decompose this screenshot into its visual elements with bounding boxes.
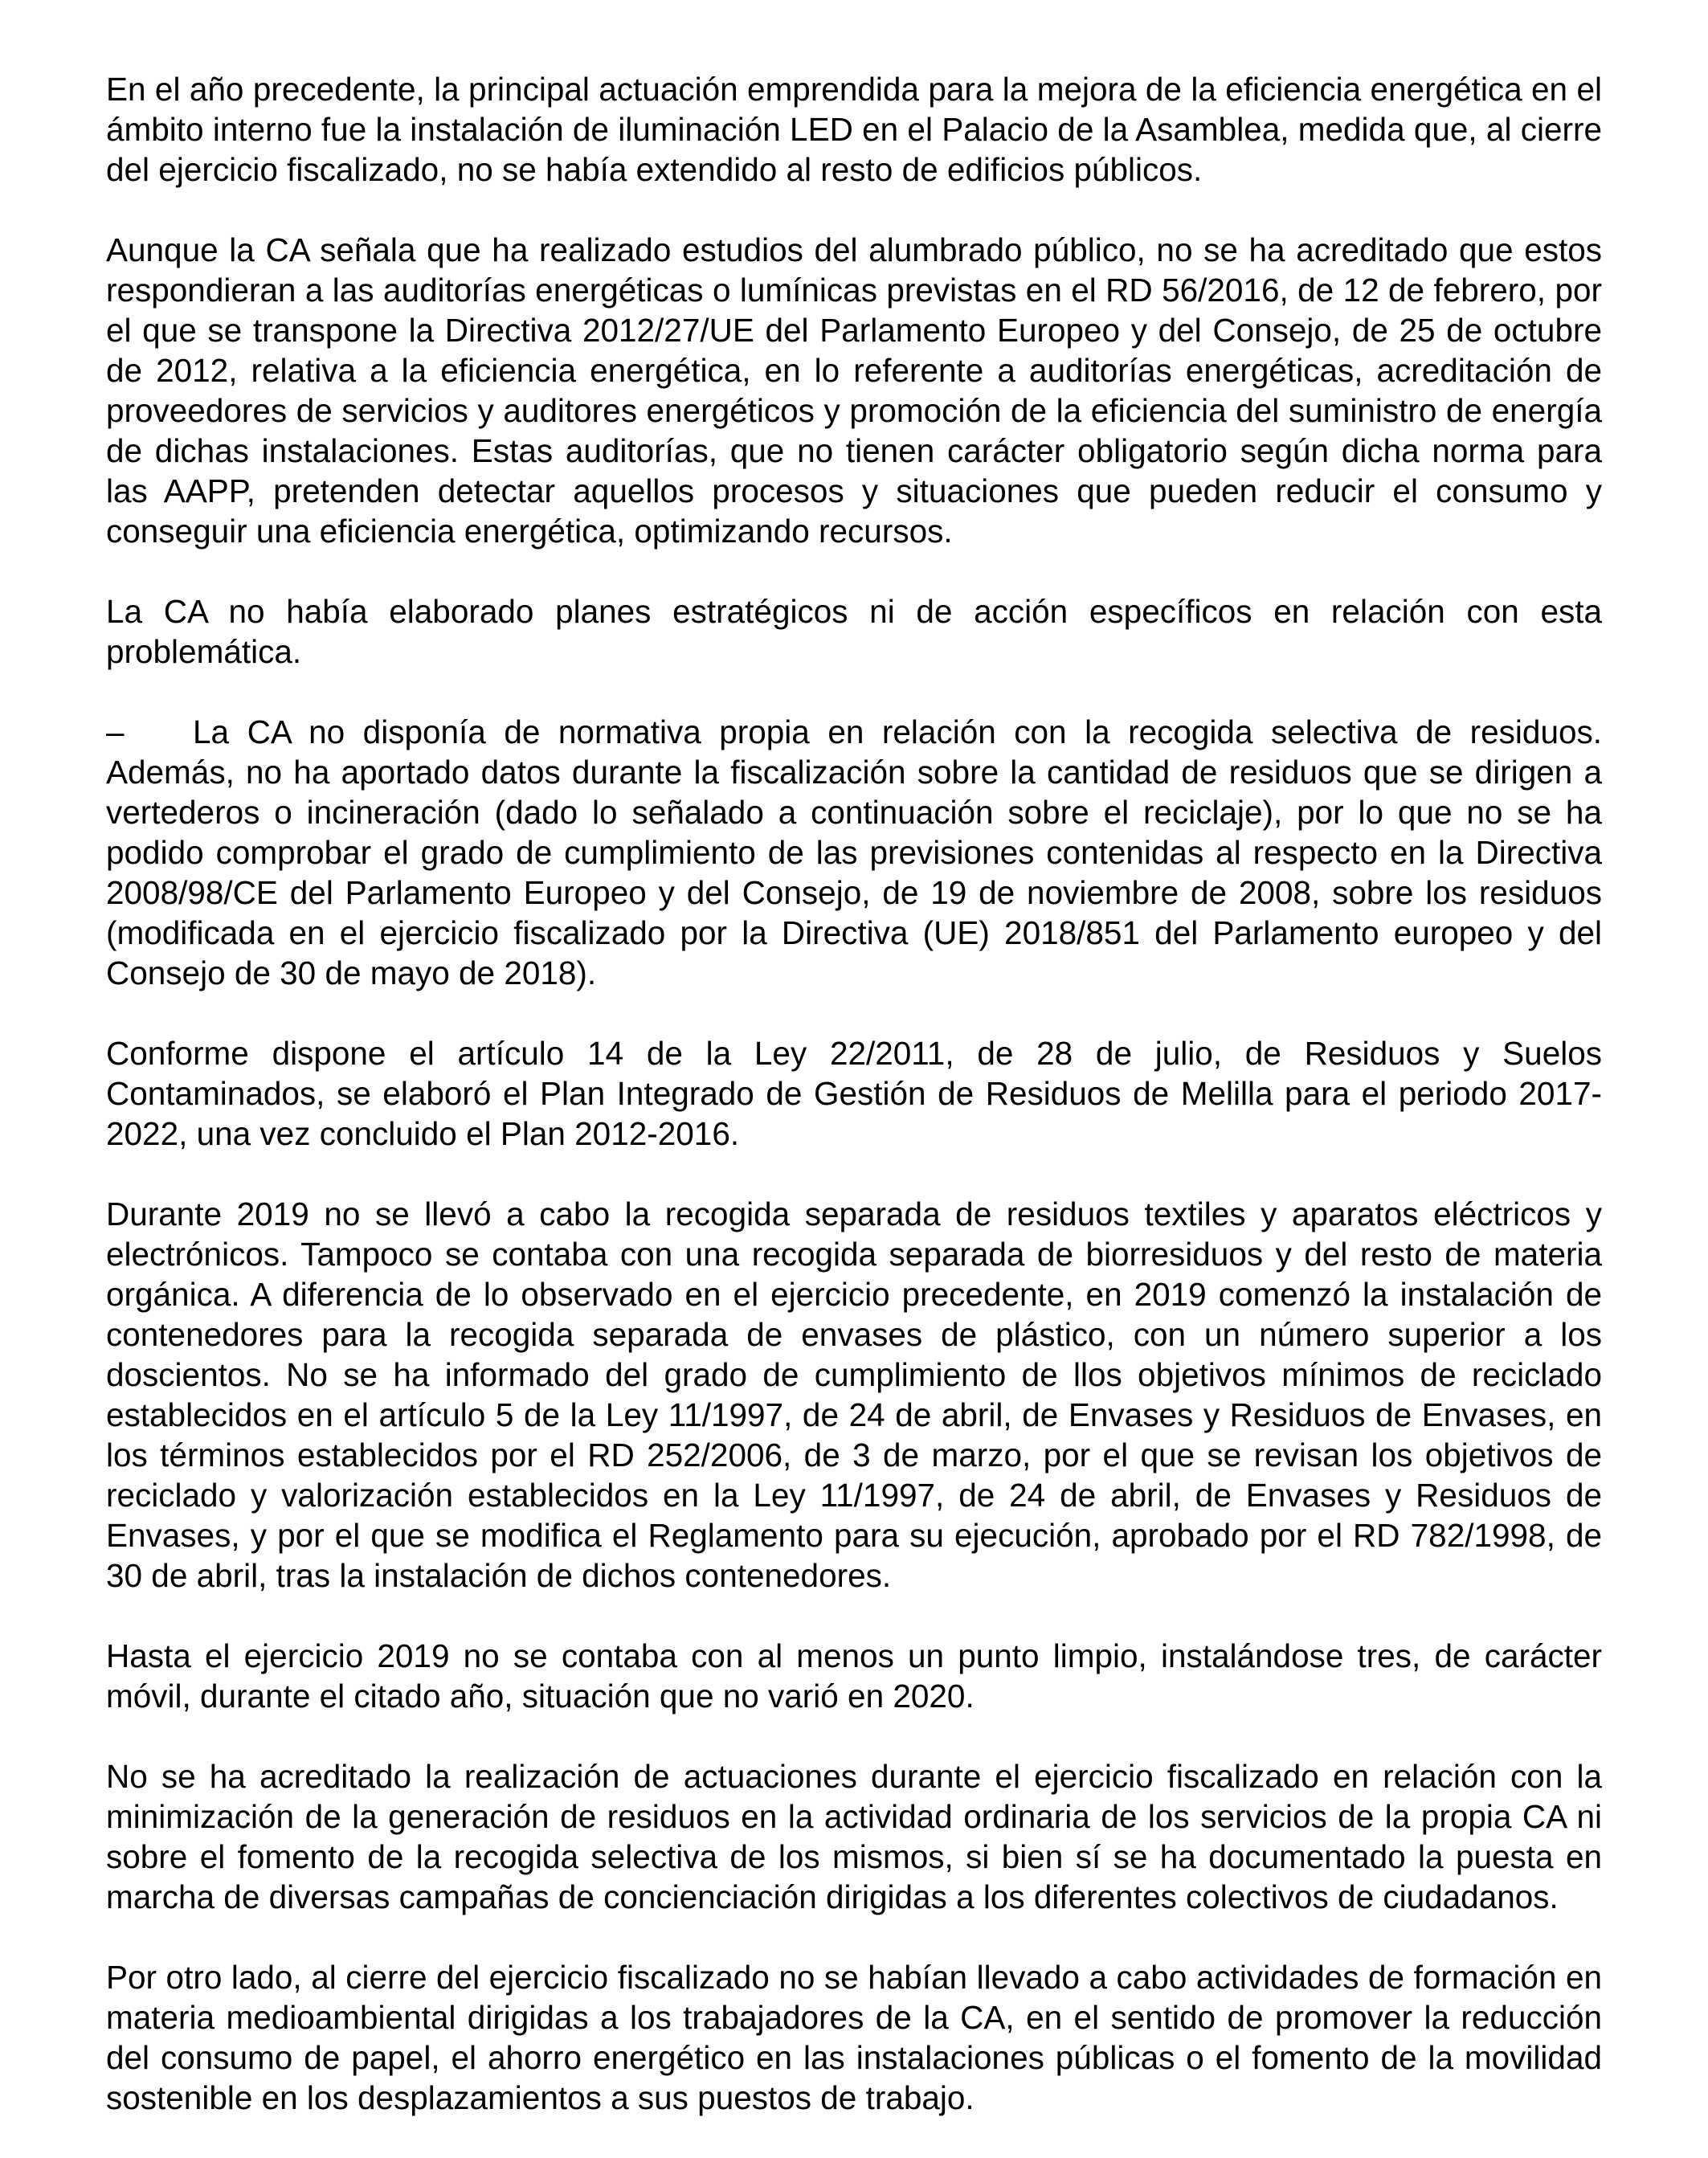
document-page: [106, 69, 1602, 2118]
bullet-text: La CA no disponía de normativa propia en relación con la recogida selectiva de residuos. Además, no ha aportado datos durante la fiscalización sobre la cantidad de residuos que se dirigen a vertederos o incineración (dado lo señalado a continuación sobre el reciclaje), por lo que no se ha podido comprobar el grado de cumplimiento de las previsiones contenidas al respecto en la Directiva 2008/98/CE del Parlamento Europeo y del Consejo, de 19 de noviembre de 2008, sobre los residuos (modificada en el ejercicio fiscalizado por la Directiva (UE) 2018/851 del Parlamento europeo y del Consejo de 30 de mayo de 2018).: [106, 713, 1602, 991]
paragraph-environmental-training: Por otro lado, al cierre del ejercicio fiscalizado no se habían llevado a cabo actividades de formación en materia medioambiental dirigidas a los trabajadores de la CA, en el sentido de promover la reducción del consumo de papel, el ahorro energético en las instalaciones públicas o el fomento de la movilidad sostenible en los desplazamientos a sus puestos de trabajo.: [106, 1959, 1602, 2116]
paragraph-energy-audits: Aunque la CA señala que ha realizado estudios del alumbrado público, no se ha acreditado que estos respondieran a las auditorías energéticas o lumínicas previstas en el RD 56/2016, de 12 de febrero, por el que se transpone la Directiva 2012/27/UE del Parlamento Europeo y del Consejo, de 25 de octubre de 2012, relativa a la eficiencia energética, en lo referente a auditorías energéticas, acreditación de proveedores de servicios y auditores energéticos y promoción de la eficiencia del suministro de energía de dichas instalaciones. Estas auditorías, que no tienen carácter obligatorio según dicha norma para las AAPP, pretenden detectar aquellos procesos y situaciones que pueden reducir el consumo y conseguir una eficiencia energética, optimizando recursos.: [106, 231, 1602, 550]
paragraph-led-lighting: En el año precedente, la principal actuación emprendida para la mejora de la eficiencia energética en el ámbito interno fue la instalación de iluminación LED en el Palacio de la Asamblea, medida que, al cierre del ejercicio fiscalizado, no se había extendido al resto de edificios públicos.: [106, 71, 1602, 188]
paragraph-waste-minimization: No se ha acreditado la realización de actuaciones durante el ejercicio fiscalizado en relación con la minimización de la generación de residuos en la actividad ordinaria de los servicios de la propia CA ni sobre el fomento de la recogida selectiva de los mismos, si bien sí se ha documentado la puesta en marcha de diversas campañas de concienciación dirigidas a los diferentes colectivos de ciudadanos.: [106, 1758, 1602, 1915]
paragraph-waste-plan: Conforme dispone el artículo 14 de la Ley 22/2011, de 28 de julio, de Residuos y Suelos Contaminados, se elaboró el Plan Integrado de Gestión de Residuos de Melilla para el periodo 2017-2022, una vez concluido el Plan 2012-2016.: [106, 1035, 1602, 1152]
paragraph-separate-collection: Durante 2019 no se llevó a cabo la recogida separada de residuos textiles y aparatos eléctricos y electrónicos. Tampoco se contaba con una recogida separada de biorresiduos y del resto de materia orgánica. A diferencia de lo observado en el ejercicio precedente, en 2019 comenzó la instalación de contenedores para la recogida separada de envases de plástico, con un número superior a los doscientos. No se ha informado del grado de cumplimiento de llos objetivos mínimos de reciclado establecidos en el artículo 5 de la Ley 11/1997, de 24 de abril, de Envases y Residuos de Envases, en los términos establecidos por el RD 252/2006, de 3 de marzo, por el que se revisan los objetivos de reciclado y valorización establecidos en la Ley 11/1997, de 24 de abril, de Envases y Residuos de Envases, y por el que se modifica el Reglamento para su ejecución, aprobado por el RD 782/1998, de 30 de abril, tras la instalación de dichos contenedores.: [106, 1195, 1602, 1594]
bullet-dash: –: [106, 713, 125, 750]
paragraph-clean-points: Hasta el ejercicio 2019 no se contaba con al menos un punto limpio, instalándose tres, de carácter móvil, durante el citado año, situación que no varió en 2020.: [106, 1637, 1602, 1715]
paragraph-strategic-plans: La CA no había elaborado planes estratégicos ni de acción específicos en relación con esta problemática.: [106, 593, 1602, 670]
bullet-waste-regulation: [106, 712, 1602, 993]
